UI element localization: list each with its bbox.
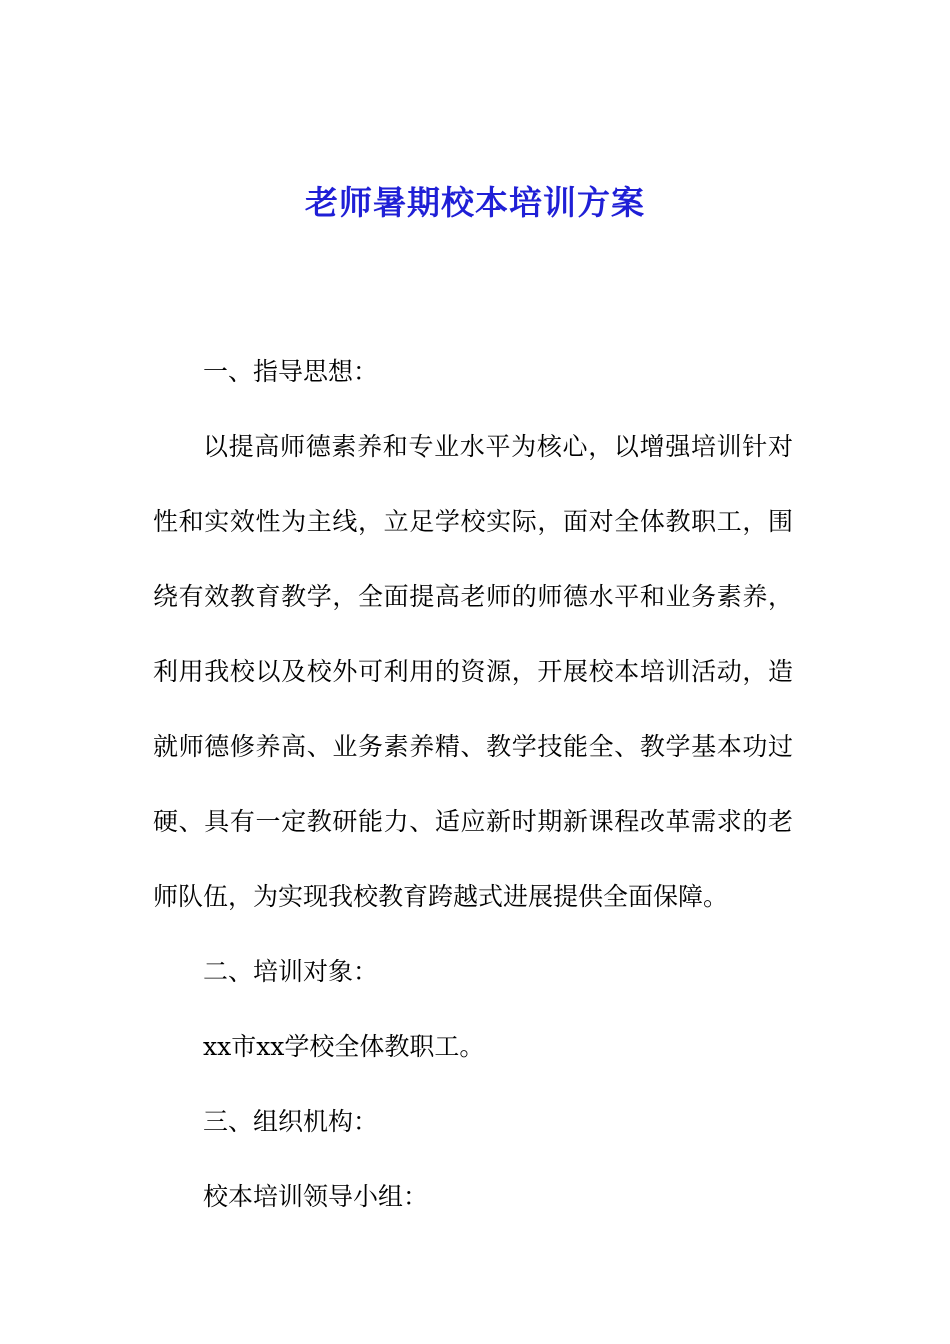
paragraph-guiding-ideology: 以提高师德素养和专业水平为核心，以增强培训针对性和实效性为主线，立足学校实际，面对全体教职工，围绕有效教育教学，全面提高老师的师德水平和业务素养，利用我校以及校外可利用的资源，开展校本培训活动，造就师德修养高、业务素养精、教学技能全、教学基本功过硬、具有一定教研能力、适应新时期新课程改革需求的老师队伍，为实现我校教育跨越式进展提供全面保障。 (153, 432, 793, 911)
section-heading-guiding-ideology: 一、指导思想： (203, 357, 379, 386)
paragraph-leading-group: 校本培训领导小组： (203, 1182, 429, 1211)
document-body (153, 334, 793, 1234)
section-heading-organization: 三、组织机构： (203, 1107, 379, 1136)
section-heading-training-targets: 二、培训对象： (203, 957, 379, 986)
document-title: 老师暑期校本培训方案 (305, 183, 645, 222)
paragraph-training-targets: xx市xx学校全体教职工。 (203, 1032, 485, 1061)
